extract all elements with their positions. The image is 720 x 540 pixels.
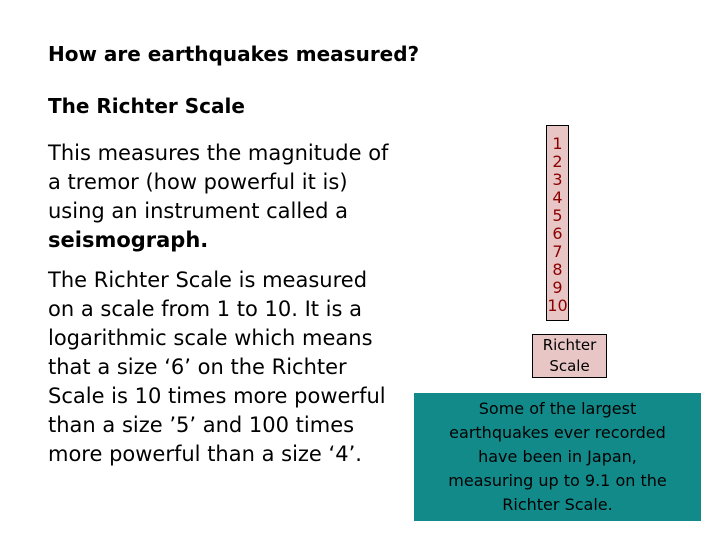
richter-scale-label [532,334,607,378]
scale-number: 1 [552,134,563,153]
scale-number: 7 [552,242,563,261]
paragraph-line: using an instrument called a [48,199,348,223]
note-line: Richter Scale. [502,495,613,514]
paragraph-line: This measures the magnitude of [48,141,389,165]
seismograph-term: seismograph. [48,228,209,252]
paragraph-line: The Richter Scale is measured [48,268,368,292]
note-line: have been in Japan, [478,447,637,466]
japan-note-box [414,393,701,521]
paragraph-line: logarithmic scale which means [48,326,373,350]
slide-subtitle: The Richter Scale [48,94,245,118]
note-line: measuring up to 9.1 on the [448,471,667,490]
scale-number: 4 [552,188,563,207]
scale-number: 8 [552,260,563,279]
slide-title: How are earthquakes measured? [48,42,420,66]
paragraph-line: on a scale from 1 to 10. It is a [48,297,362,321]
paragraph-logarithmic [48,266,418,469]
richter-scale-bar [546,125,569,321]
paragraph-magnitude [48,139,418,255]
scale-number: 3 [552,170,563,189]
paragraph-line: that a size ‘6’ on the Richter [48,355,347,379]
paragraph-line: a tremor (how powerful it is) [48,170,348,194]
scale-number: 10 [547,296,568,315]
scale-number: 9 [552,278,563,297]
scale-number: 6 [552,224,563,243]
scale-label-line: Richter [542,336,597,354]
paragraph-line: more powerful than a size ‘4’. [48,442,362,466]
note-line: earthquakes ever recorded [449,423,666,442]
paragraph-line: than a size ’5’ and 100 times [48,413,355,437]
note-line: Some of the largest [478,399,637,418]
scale-number: 5 [552,206,563,225]
scale-label-line: Scale [549,357,590,375]
paragraph-line: Scale is 10 times more powerful [48,384,386,408]
scale-number: 2 [552,152,563,171]
